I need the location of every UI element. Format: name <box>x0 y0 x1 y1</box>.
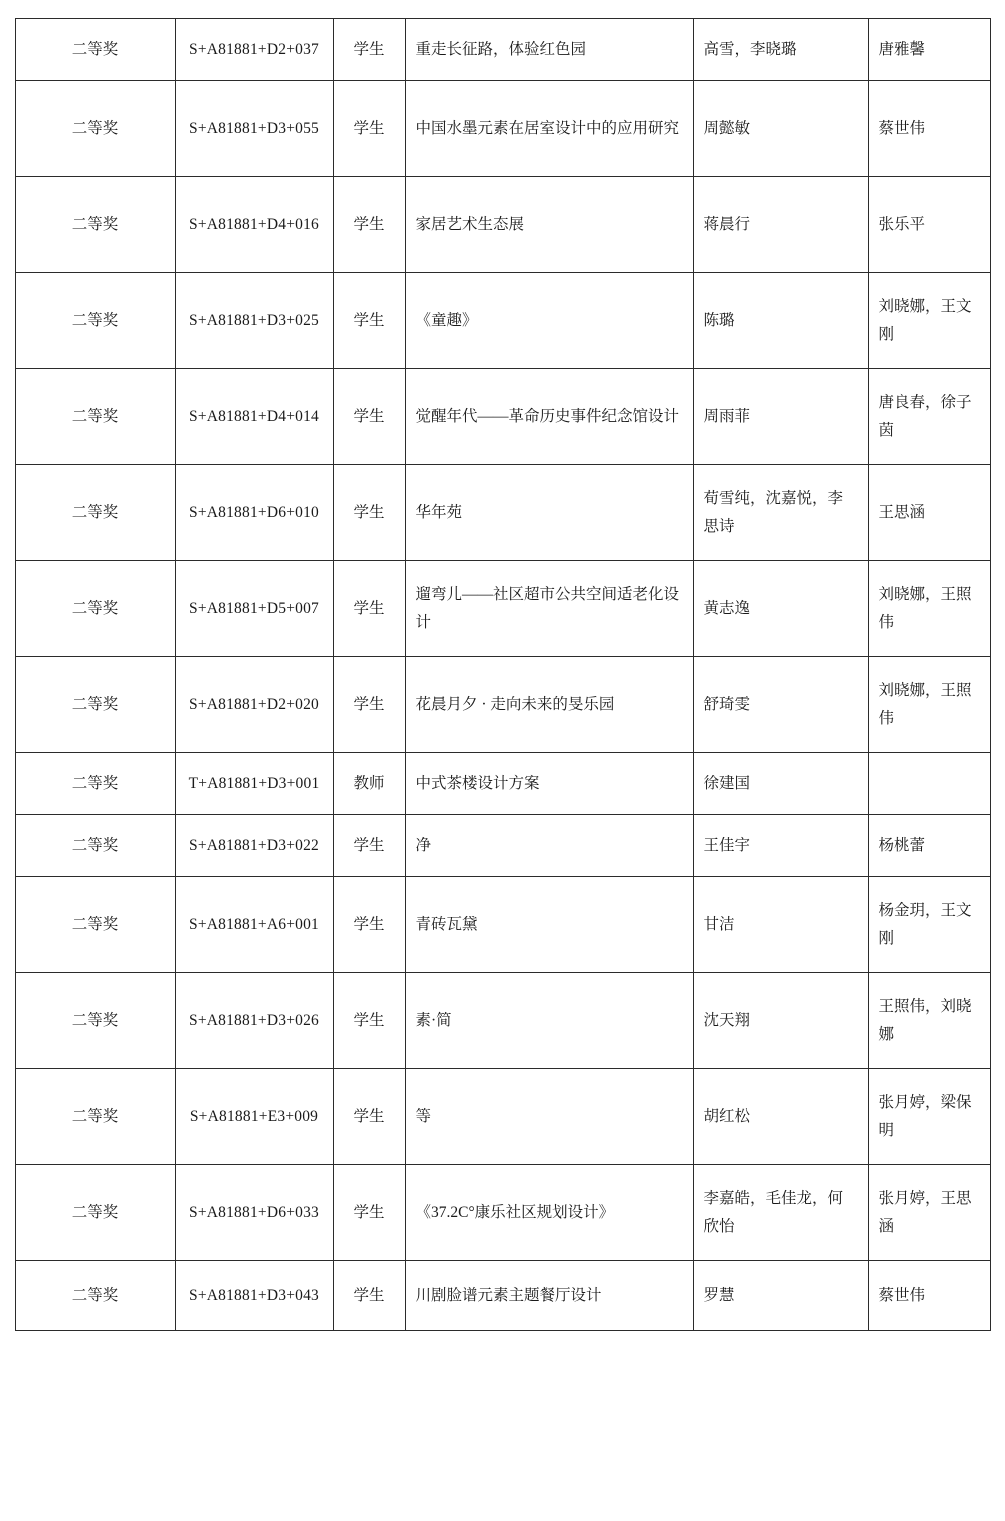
cell-author: 蒋晨行 <box>693 177 868 273</box>
table-row <box>15 273 990 369</box>
cell-code: S+A81881+D3+025 <box>175 273 333 369</box>
cell-code: S+A81881+D4+014 <box>175 369 333 465</box>
award-results-table <box>15 18 991 1331</box>
cell-author: 罗慧 <box>693 1261 868 1331</box>
cell-prize: 二等奖 <box>15 1165 175 1261</box>
cell-author: 周雨菲 <box>693 369 868 465</box>
table-row <box>15 177 990 273</box>
cell-mentor: 唐良春，徐子茵 <box>868 369 990 465</box>
cell-role: 学生 <box>333 973 405 1069</box>
cell-prize: 二等奖 <box>15 657 175 753</box>
cell-title: 等 <box>405 1069 693 1165</box>
cell-title: 中国水墨元素在居室设计中的应用研究 <box>405 81 693 177</box>
cell-author: 王佳宇 <box>693 815 868 877</box>
cell-code: S+A81881+D6+033 <box>175 1165 333 1261</box>
cell-role: 学生 <box>333 177 405 273</box>
cell-code: S+A81881+D3+026 <box>175 973 333 1069</box>
cell-prize: 二等奖 <box>15 81 175 177</box>
cell-role: 学生 <box>333 19 405 81</box>
cell-mentor: 王照伟，刘晓娜 <box>868 973 990 1069</box>
cell-title: 重走长征路，体验红色园 <box>405 19 693 81</box>
cell-mentor: 蔡世伟 <box>868 81 990 177</box>
cell-mentor: 蔡世伟 <box>868 1261 990 1331</box>
cell-prize: 二等奖 <box>15 177 175 273</box>
table-row <box>15 1165 990 1261</box>
cell-title: 家居艺术生态展 <box>405 177 693 273</box>
table-body <box>15 19 990 1331</box>
table-row <box>15 753 990 815</box>
cell-code: S+A81881+D3+055 <box>175 81 333 177</box>
cell-role: 学生 <box>333 561 405 657</box>
cell-role: 学生 <box>333 657 405 753</box>
cell-mentor: 刘晓娜，王照伟 <box>868 561 990 657</box>
cell-role: 学生 <box>333 1165 405 1261</box>
cell-mentor: 张月婷，王思涵 <box>868 1165 990 1261</box>
cell-title: 青砖瓦黛 <box>405 877 693 973</box>
cell-prize: 二等奖 <box>15 465 175 561</box>
cell-author: 甘洁 <box>693 877 868 973</box>
cell-prize: 二等奖 <box>15 753 175 815</box>
cell-author: 周懿敏 <box>693 81 868 177</box>
cell-code: S+A81881+D3+022 <box>175 815 333 877</box>
table-row <box>15 19 990 81</box>
cell-prize: 二等奖 <box>15 1069 175 1165</box>
cell-code: S+A81881+D5+007 <box>175 561 333 657</box>
cell-code: S+A81881+D6+010 <box>175 465 333 561</box>
cell-code: S+A81881+E3+009 <box>175 1069 333 1165</box>
cell-title: 觉醒年代——革命历史事件纪念馆设计 <box>405 369 693 465</box>
cell-author: 黄志逸 <box>693 561 868 657</box>
cell-mentor: 唐雅馨 <box>868 19 990 81</box>
cell-role: 学生 <box>333 81 405 177</box>
cell-title: 《37.2C°康乐社区规划设计》 <box>405 1165 693 1261</box>
table-row <box>15 1069 990 1165</box>
cell-mentor: 刘晓娜，王文刚 <box>868 273 990 369</box>
cell-prize: 二等奖 <box>15 1261 175 1331</box>
cell-author: 高雪，李晓璐 <box>693 19 868 81</box>
cell-code: T+A81881+D3+001 <box>175 753 333 815</box>
cell-title: 中式茶楼设计方案 <box>405 753 693 815</box>
cell-title: 《童趣》 <box>405 273 693 369</box>
cell-author: 徐建国 <box>693 753 868 815</box>
table-row <box>15 973 990 1069</box>
cell-code: S+A81881+D4+016 <box>175 177 333 273</box>
cell-title: 素·简 <box>405 973 693 1069</box>
cell-role: 学生 <box>333 465 405 561</box>
cell-author: 陈璐 <box>693 273 868 369</box>
cell-mentor: 杨金玥，王文刚 <box>868 877 990 973</box>
cell-code: S+A81881+D3+043 <box>175 1261 333 1331</box>
table-row <box>15 1261 990 1331</box>
table-row <box>15 561 990 657</box>
cell-title: 花晨月夕 · 走向未来的旻乐园 <box>405 657 693 753</box>
table-row <box>15 657 990 753</box>
cell-code: S+A81881+D2+037 <box>175 19 333 81</box>
cell-prize: 二等奖 <box>15 973 175 1069</box>
table-row <box>15 815 990 877</box>
cell-role: 教师 <box>333 753 405 815</box>
cell-role: 学生 <box>333 815 405 877</box>
cell-author: 荀雪纯，沈嘉悦，李思诗 <box>693 465 868 561</box>
table-row <box>15 81 990 177</box>
cell-mentor: 刘晓娜，王照伟 <box>868 657 990 753</box>
cell-role: 学生 <box>333 1069 405 1165</box>
cell-prize: 二等奖 <box>15 815 175 877</box>
cell-mentor: 杨桃蕾 <box>868 815 990 877</box>
cell-mentor: 张乐平 <box>868 177 990 273</box>
cell-prize: 二等奖 <box>15 561 175 657</box>
cell-title: 川剧脸谱元素主题餐厅设计 <box>405 1261 693 1331</box>
table-row <box>15 877 990 973</box>
cell-title: 净 <box>405 815 693 877</box>
cell-role: 学生 <box>333 1261 405 1331</box>
cell-prize: 二等奖 <box>15 19 175 81</box>
cell-prize: 二等奖 <box>15 877 175 973</box>
cell-code: S+A81881+D2+020 <box>175 657 333 753</box>
cell-mentor: 张月婷，梁保明 <box>868 1069 990 1165</box>
cell-title: 华年苑 <box>405 465 693 561</box>
cell-author: 舒琦雯 <box>693 657 868 753</box>
cell-role: 学生 <box>333 273 405 369</box>
cell-code: S+A81881+A6+001 <box>175 877 333 973</box>
cell-author: 李嘉皓，毛佳龙，何欣怡 <box>693 1165 868 1261</box>
cell-title: 遛弯儿——社区超市公共空间适老化设计 <box>405 561 693 657</box>
table-row <box>15 369 990 465</box>
cell-role: 学生 <box>333 877 405 973</box>
cell-mentor: 王思涵 <box>868 465 990 561</box>
cell-mentor <box>868 753 990 815</box>
cell-prize: 二等奖 <box>15 369 175 465</box>
cell-author: 沈天翔 <box>693 973 868 1069</box>
table-row <box>15 465 990 561</box>
cell-author: 胡红松 <box>693 1069 868 1165</box>
cell-prize: 二等奖 <box>15 273 175 369</box>
cell-role: 学生 <box>333 369 405 465</box>
